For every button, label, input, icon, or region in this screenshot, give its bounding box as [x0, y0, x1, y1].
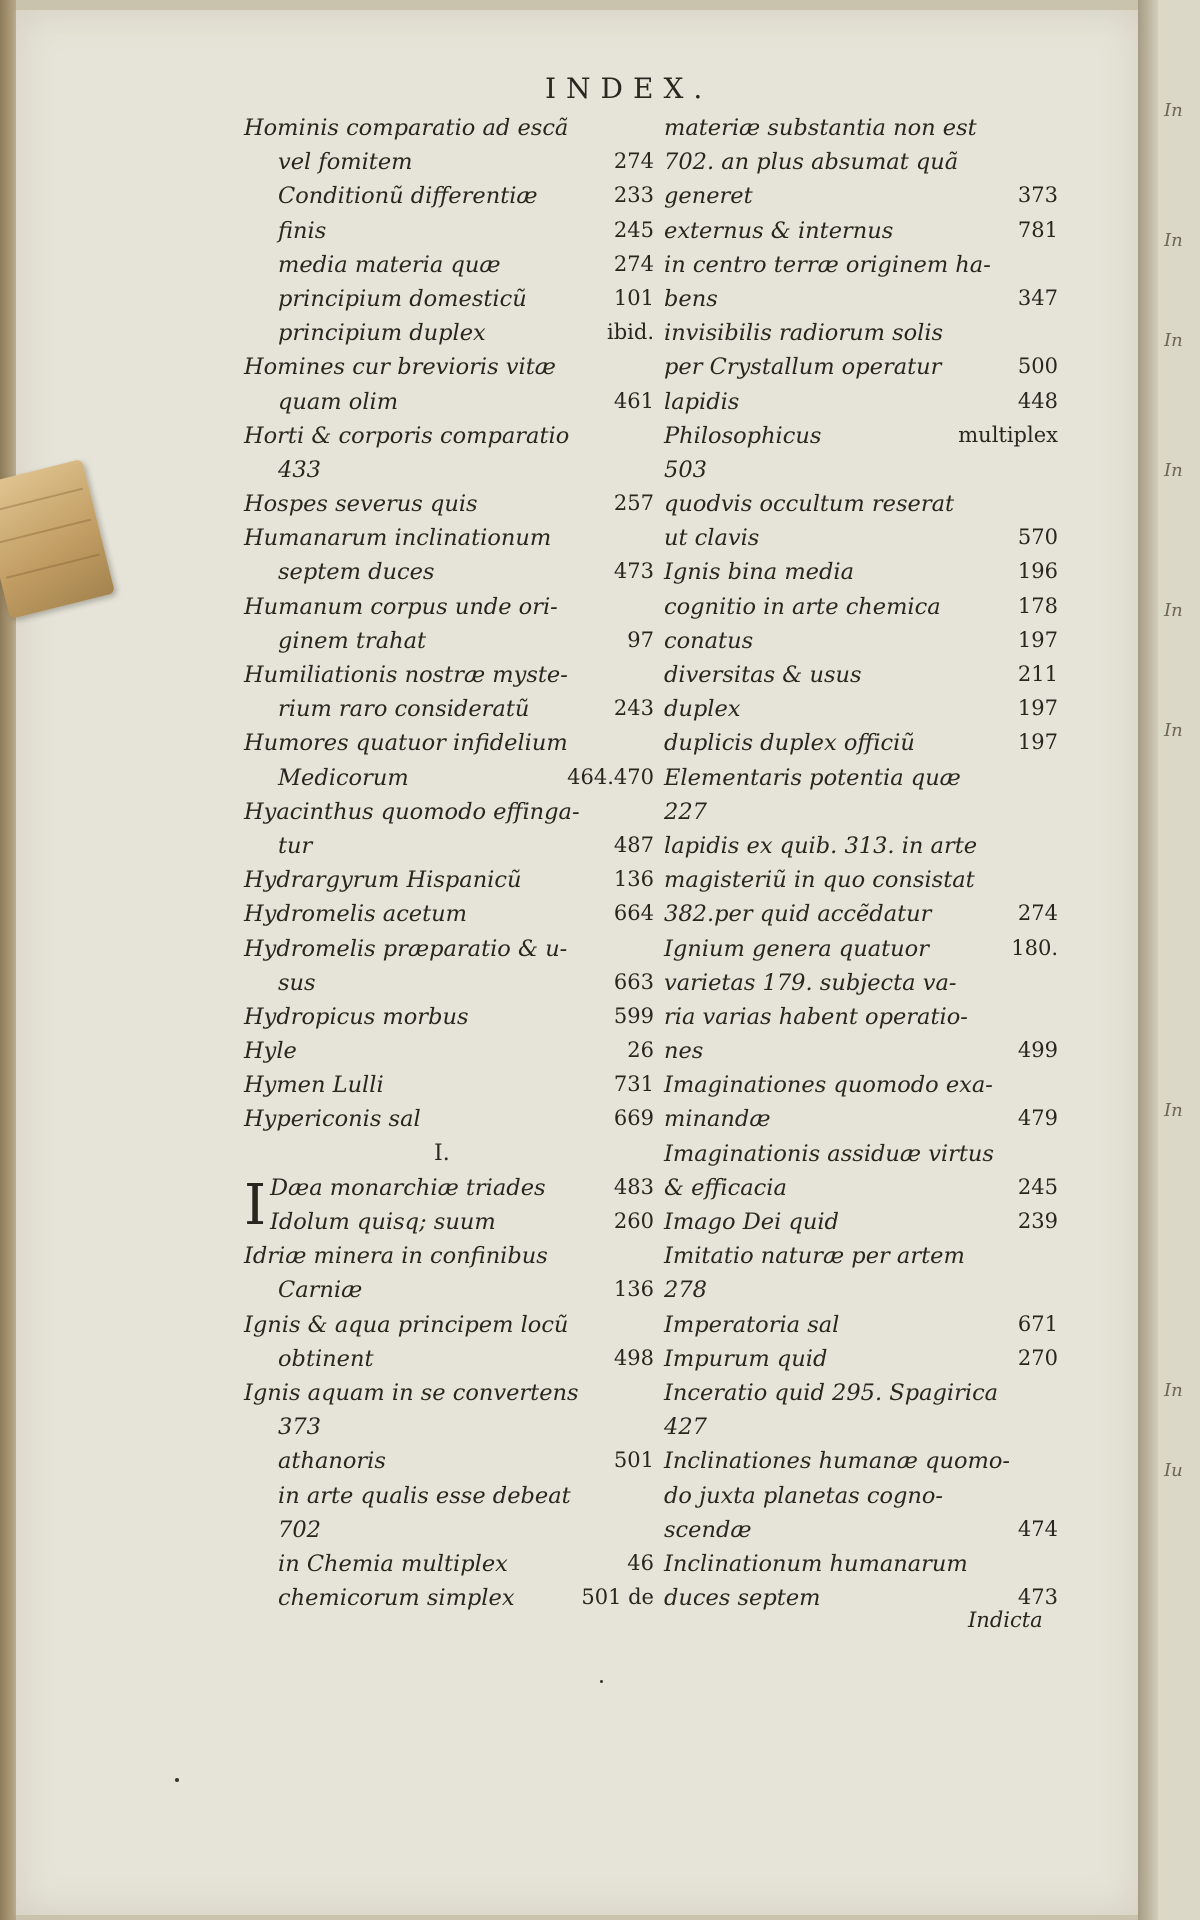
entry-term: tur	[278, 832, 313, 859]
index-entry	[244, 1001, 654, 1035]
index-entry	[664, 1514, 1058, 1548]
index-entry	[664, 146, 1058, 180]
entry-term: externus & internus	[664, 217, 894, 244]
entry-term: 278	[664, 1277, 707, 1304]
entry-term: quam olim	[278, 388, 399, 415]
index-entry	[664, 830, 1058, 864]
entry-term: 382.per quid accẽdatur	[664, 901, 932, 928]
entry-page-number: 46	[627, 1550, 654, 1575]
index-entry	[244, 830, 654, 864]
entry-term: 503	[664, 456, 707, 483]
entry-page-number: 239	[1017, 1209, 1058, 1233]
entry-page-number: 257	[613, 491, 654, 516]
index-column-right	[664, 112, 1058, 1616]
index-entry	[664, 522, 1058, 556]
index-entry	[664, 1206, 1058, 1240]
entry-page-number: 498	[613, 1345, 654, 1370]
entry-term: Hydromelis præparatio & u-	[244, 935, 568, 962]
index-entry	[664, 1445, 1058, 1479]
index-entry	[664, 1411, 1058, 1445]
entry-term: Dæa monarchiæ triades	[270, 1174, 546, 1201]
index-entry	[244, 1069, 654, 1103]
index-entry	[244, 1582, 654, 1616]
index-entry	[664, 591, 1058, 625]
entry-page-number: 664	[613, 901, 654, 926]
entry-term: Humiliationis nostræ myste-	[244, 662, 568, 688]
index-entry	[664, 556, 1058, 590]
entry-term: lapidis	[664, 388, 740, 415]
index-entry	[664, 215, 1058, 249]
index-entry	[244, 1480, 654, 1514]
entry-term: Hospes severus quis	[244, 491, 478, 518]
index-entry	[664, 1172, 1058, 1206]
entry-term: chemicorum simplex	[278, 1585, 515, 1612]
index-entry	[244, 283, 654, 317]
entry-term: ria varias habent operatio-	[664, 1003, 968, 1030]
entry-page-number: 274	[1017, 901, 1058, 926]
index-entry	[244, 1445, 654, 1479]
entry-term: 702	[278, 1516, 321, 1543]
entry-term: Homines cur brevioris vitæ	[244, 354, 556, 381]
entry-term: finis	[278, 217, 327, 244]
index-entry	[244, 420, 654, 454]
index-entry	[244, 180, 654, 214]
entry-term: nes	[664, 1038, 704, 1065]
entry-page-number: 97	[627, 627, 654, 652]
entry-page-number: 669	[613, 1106, 654, 1131]
entry-page-number: 461	[613, 388, 654, 413]
entry-term: I.	[434, 1140, 450, 1166]
entry-term: Carniæ	[278, 1277, 363, 1304]
entry-term: 227	[664, 798, 707, 825]
entry-term: Hydropicus morbus	[244, 1003, 469, 1030]
entry-page-number: 178	[1017, 593, 1058, 618]
index-entry	[664, 1138, 1058, 1172]
index-entry	[664, 351, 1058, 385]
index-entry	[664, 180, 1058, 214]
entry-page-number: 136	[613, 867, 654, 892]
entry-term: do juxta planetas cogno-	[664, 1482, 944, 1509]
entry-term: quodvis occultum reserat	[664, 491, 955, 518]
entry-term: rium raro consideratũ	[278, 696, 530, 723]
entry-term: & efficacia	[664, 1174, 787, 1201]
entry-page-number: 196	[1017, 559, 1058, 584]
index-entry	[664, 967, 1058, 1001]
index-entry	[664, 625, 1058, 659]
entry-term: Imaginationis assiduæ virtus	[664, 1140, 994, 1167]
entry-term: principium duplex	[278, 320, 486, 347]
index-entry	[244, 796, 654, 830]
entry-page-number: 473	[613, 559, 654, 584]
paper-speck	[175, 1778, 179, 1782]
index-entry	[244, 864, 654, 898]
entry-term: magisteriũ in quo consistat	[664, 867, 975, 894]
entry-term: Elementaris potentia quæ	[664, 764, 961, 791]
index-entry	[664, 249, 1058, 283]
index-entry	[664, 1069, 1058, 1103]
entry-page-number: 663	[613, 969, 654, 994]
entry-term: per Crystallum operatur	[664, 354, 942, 381]
index-entry	[244, 522, 654, 556]
entry-page-number: 245	[1017, 1174, 1058, 1199]
index-entry	[664, 1377, 1058, 1411]
index-entry	[664, 454, 1058, 488]
entry-term: minandæ	[664, 1106, 771, 1133]
index-entry	[664, 659, 1058, 693]
entry-page-number: 731	[613, 1072, 654, 1097]
entry-term: Ignis aquam in se convertens	[244, 1379, 579, 1406]
entry-term: cognitio in arte chemica	[664, 593, 941, 620]
index-entry	[244, 249, 654, 283]
index-entry	[664, 898, 1058, 932]
entry-term: Inclinationum humanarum	[664, 1550, 968, 1577]
entry-page-number: 671	[1017, 1311, 1058, 1336]
entry-term: lapidis ex quib. 313. in arte	[664, 832, 978, 859]
entry-page-number: 501 de	[581, 1585, 654, 1610]
entry-term: septem duces	[278, 559, 435, 586]
entry-page-number: 274	[613, 251, 654, 276]
entry-term: varietas 179. subjecta va-	[664, 969, 957, 996]
entry-term: bens	[664, 285, 718, 312]
entry-term: 427	[664, 1414, 707, 1441]
entry-term: Hymen Lulli	[244, 1072, 384, 1099]
index-entry	[244, 659, 654, 693]
index-entry	[244, 488, 654, 522]
entry-page-number: 483	[613, 1174, 654, 1199]
entry-page-number: 211	[1017, 662, 1058, 686]
entry-term: athanoris	[278, 1448, 386, 1475]
entry-term: Humanum corpus unde ori-	[244, 593, 558, 620]
index-entry	[244, 317, 654, 351]
entry-term: Hyle	[244, 1038, 297, 1065]
adjacent-page-edge: In In In In In In In In Iu	[1158, 0, 1200, 1920]
index-entry	[244, 591, 654, 625]
index-entry	[244, 556, 654, 590]
index-entry	[664, 317, 1058, 351]
entry-page-number: 474	[1017, 1516, 1058, 1541]
index-entry	[244, 454, 654, 488]
index-entry	[244, 727, 654, 761]
entry-term: Hominis comparatio ad escã	[244, 115, 569, 141]
index-entry	[664, 420, 1058, 454]
entry-term: Medicorum	[278, 764, 409, 791]
entry-page-number: 233	[613, 183, 654, 208]
entry-page-number: 500	[1017, 354, 1058, 379]
index-entry	[244, 933, 654, 967]
entry-page-number: 499	[1017, 1038, 1058, 1063]
entry-page-number: 464.470	[567, 764, 654, 789]
index-entry	[664, 933, 1058, 967]
entry-page-number: 243	[613, 696, 654, 721]
entry-page-number: ibid.	[607, 320, 654, 345]
index-entry	[244, 898, 654, 932]
index-entry	[664, 112, 1058, 146]
index-entry	[244, 693, 654, 727]
index-entry	[664, 1309, 1058, 1343]
entry-page-number: 501	[613, 1448, 654, 1473]
entry-term: obtinent	[278, 1345, 374, 1372]
entry-term: Hydrargyrum Hispanicũ	[244, 867, 522, 894]
index-entry	[244, 386, 654, 420]
index-entry	[244, 1206, 654, 1240]
entry-page-number: multiplex	[958, 422, 1058, 447]
entry-term: ginem trahat	[278, 627, 427, 654]
entry-term: Hydromelis acetum	[244, 901, 467, 928]
entry-page-number: 197	[1017, 730, 1058, 755]
index-entry	[244, 112, 654, 146]
index-entry	[664, 1343, 1058, 1377]
entry-term: Conditionũ differentiæ	[278, 183, 538, 210]
index-entry	[664, 283, 1058, 317]
index-entry	[664, 1001, 1058, 1035]
entry-term: scendæ	[664, 1516, 752, 1543]
drop-cap: I	[244, 1172, 267, 1238]
entry-page-number: 373	[1017, 183, 1058, 208]
index-entry	[244, 1274, 654, 1308]
entry-page-number: 197	[1017, 696, 1058, 721]
entry-term: 702. an plus absumat quã	[664, 149, 959, 176]
index-entry	[664, 1103, 1058, 1137]
index-entry	[664, 693, 1058, 727]
entry-page-number: 26	[627, 1038, 654, 1063]
index-entry	[244, 1514, 654, 1548]
entry-term: Ignis & aqua principem locũ	[244, 1311, 569, 1338]
entry-term: duces septem	[664, 1585, 821, 1612]
entry-term: invisibilis radiorum solis	[664, 320, 944, 347]
index-entry	[244, 1309, 654, 1343]
index-entry	[244, 215, 654, 249]
index-entry	[664, 488, 1058, 522]
entry-term: vel fomitem	[278, 149, 413, 176]
catchword: Indicta	[968, 1608, 1043, 1632]
entry-term: diversitas & usus	[664, 662, 862, 688]
entry-term: Horti & corporis comparatio	[244, 422, 570, 449]
index-entry	[244, 1103, 654, 1137]
index-entry	[244, 1343, 654, 1377]
index-entry	[664, 727, 1058, 761]
entry-term: duplex	[664, 696, 741, 723]
entry-term: in centro terræ originem ha-	[664, 251, 991, 278]
entry-term: Hyacinthus quomodo effinga-	[244, 798, 580, 825]
entry-term: in Chemia multiplex	[278, 1550, 508, 1577]
page-gutter	[1138, 0, 1158, 1920]
index-entry	[244, 1548, 654, 1582]
index-entry	[244, 351, 654, 385]
entry-term: media materia quæ	[278, 251, 501, 278]
entry-page-number: 180.	[1011, 935, 1058, 960]
section-letter-heading	[244, 1138, 654, 1172]
entry-term: 433	[278, 456, 321, 483]
entry-term: in arte qualis esse debeat	[278, 1482, 571, 1509]
entry-term: Humanarum inclinationum	[244, 525, 552, 552]
entry-term: duplicis duplex officiũ	[664, 730, 915, 757]
entry-page-number: 781	[1017, 217, 1058, 242]
page-heading: INDEX.	[545, 72, 713, 105]
entry-page-number: 245	[613, 217, 654, 242]
index-entry	[664, 762, 1058, 796]
entry-term: principium domesticũ	[278, 285, 527, 312]
entry-term: Inceratio quid 295. Spagirica	[664, 1379, 999, 1406]
entry-term: materiæ substantia non est	[664, 115, 977, 141]
entry-page-number: 473	[1017, 1585, 1058, 1610]
index-entry	[664, 864, 1058, 898]
entry-page-number: 347	[1017, 285, 1058, 310]
index-entry	[244, 146, 654, 180]
entry-page-number: 479	[1017, 1106, 1058, 1131]
entry-term: Hypericonis sal	[244, 1106, 421, 1133]
entry-page-number: 101	[613, 285, 654, 310]
entry-term: ut clavis	[664, 525, 760, 552]
entry-page-number: 260	[613, 1209, 654, 1233]
entry-term: Imperatoria sal	[664, 1311, 840, 1338]
index-entry	[244, 1035, 654, 1069]
index-entry	[664, 1548, 1058, 1582]
entry-term: Ignium genera quatuor	[664, 935, 929, 962]
index-entry	[244, 625, 654, 659]
index-entry	[664, 1035, 1058, 1069]
entry-page-number: 599	[613, 1003, 654, 1028]
index-entry	[244, 1240, 654, 1274]
entry-term: Imaginationes quomodo exa-	[664, 1072, 993, 1099]
index-entry	[664, 1480, 1058, 1514]
entry-page-number: 570	[1017, 525, 1058, 550]
entry-term: Philosophicus	[664, 422, 822, 449]
entry-term: Ignis bina media	[664, 559, 854, 586]
index-entry	[664, 796, 1058, 830]
index-entry	[244, 1377, 654, 1411]
entry-term: Idriæ minera in confinibus	[244, 1243, 548, 1270]
entry-term: 373	[278, 1414, 321, 1441]
entry-page-number: 274	[613, 149, 654, 174]
entry-term: generet	[664, 183, 753, 210]
index-entry	[664, 1274, 1058, 1308]
entry-term: Impurum quid	[664, 1345, 828, 1372]
entry-term: sus	[278, 969, 316, 996]
entry-page-number: 197	[1017, 627, 1058, 652]
index-entry	[244, 762, 654, 796]
index-entry	[244, 967, 654, 1001]
index-column-left	[244, 112, 654, 1616]
entry-page-number: 487	[613, 832, 654, 857]
entry-term: Inclinationes humanæ quomo-	[664, 1448, 1011, 1475]
index-entry	[244, 1411, 654, 1445]
entry-page-number: 136	[613, 1277, 654, 1302]
index-entry	[664, 386, 1058, 420]
index-entry	[664, 1240, 1058, 1274]
entry-page-number: 270	[1017, 1345, 1058, 1370]
entry-term: Imitatio naturæ per artem	[664, 1243, 965, 1270]
entry-page-number: 448	[1017, 388, 1058, 413]
paper-speck	[600, 1680, 603, 1683]
entry-term: conatus	[664, 627, 754, 654]
entry-term: Humores quatuor infidelium	[244, 730, 568, 757]
entry-term: Imago Dei quid	[664, 1209, 839, 1235]
entry-term: Idolum quisq; suum	[270, 1209, 496, 1235]
